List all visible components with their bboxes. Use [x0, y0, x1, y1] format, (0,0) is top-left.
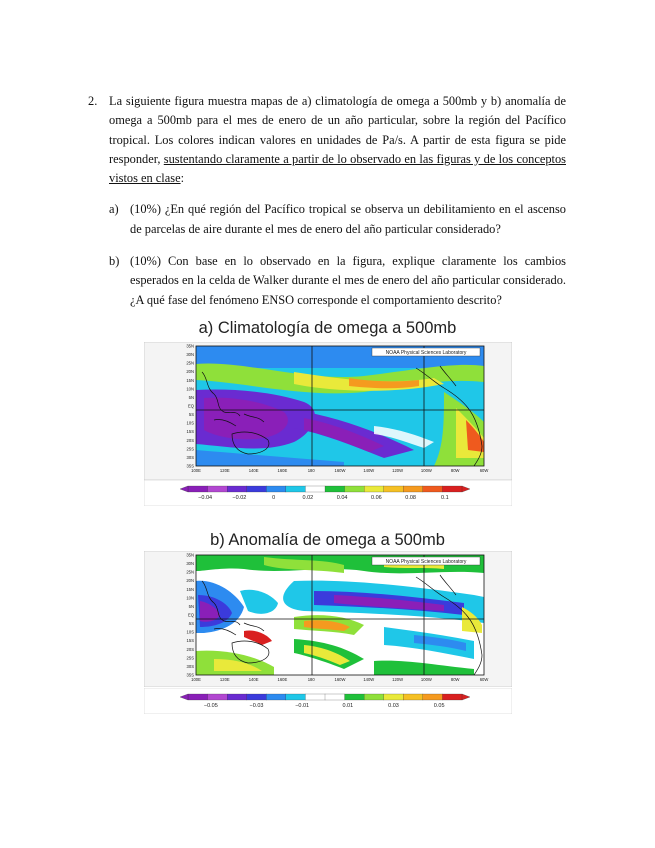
lon-tick-label: 140E [248, 677, 259, 682]
lat-tick-label: 35N [186, 552, 194, 558]
colorbar-tick-label: −0.02 [232, 495, 247, 501]
colorbar-cell [286, 486, 306, 492]
lat-tick-label: 15N [186, 377, 194, 383]
lon-tick-label: 160E [277, 677, 288, 682]
lon-tick-label: 140W [363, 468, 375, 473]
lat-tick-label: 5N [188, 603, 194, 609]
subquestion-b-label: b) [109, 254, 120, 269]
lat-tick-label: 5S [188, 412, 194, 418]
colorbar-cell [403, 694, 423, 700]
lat-tick-label: 25S [186, 446, 194, 452]
colorbar-cell [266, 486, 286, 492]
lon-tick-label: 120W [392, 677, 404, 682]
figure-a-map [144, 342, 512, 480]
lon-tick-label: 80W [450, 468, 460, 473]
colorbar-cell [423, 486, 443, 492]
figure-b-credit: NOAA Physical Sciences Laboratory [385, 559, 467, 566]
figure-b-map [144, 551, 512, 687]
lat-tick-label: EQ [187, 403, 194, 409]
lon-tick-label: 160W [334, 468, 346, 473]
lat-tick-label: 25S [186, 655, 194, 661]
colorbar-tick-label: 0.1 [441, 495, 449, 501]
colorbar-cell [188, 486, 208, 492]
subquestion-a-text: (10%) ¿En qué región del Pacífico tropical se observa un debilitamiento en el ascenso de parcelas de aire durante el mes de enero del año particular considerado? [130, 202, 566, 236]
lon-tick-label: 120W [392, 468, 404, 473]
lat-tick-label: 5N [188, 394, 194, 400]
colorbar-cell [227, 694, 247, 700]
subquestion-a-label: a) [109, 202, 119, 217]
colorbar-cell [325, 694, 345, 700]
lat-tick-label: 20S [186, 646, 194, 652]
question-number: 2. [88, 94, 98, 108]
figure-b-title: b) Anomalía de omega a 500mb [210, 531, 445, 549]
lon-tick-label: 140E [248, 468, 259, 473]
colorbar-cell [364, 486, 384, 492]
colorbar-cell [266, 694, 286, 700]
colorbar-cell [208, 486, 228, 492]
colorbar-cell [247, 486, 267, 492]
colorbar-tick-label: 0.02 [302, 495, 314, 501]
lon-tick-label: 180 [307, 677, 315, 682]
question-intro [109, 92, 566, 188]
colorbar-cell [345, 486, 365, 492]
subquestion-b [88, 252, 566, 310]
lat-tick-label: 35S [186, 672, 194, 678]
figure-b-colorbar [144, 688, 512, 719]
lat-tick-label: 20S [186, 437, 194, 443]
lat-tick-label: 35N [186, 343, 194, 349]
colorbar-cell [384, 486, 404, 492]
colorbar-cell [208, 694, 228, 700]
colorbar-tick-label: −0.05 [203, 703, 218, 709]
question-intro-underlined: sustentando claramente a partir de lo observado en las figuras y de los conceptos vistos en clase [109, 151, 566, 186]
lat-tick-label: 25N [186, 569, 194, 575]
lat-tick-label: 10N [186, 595, 194, 601]
lat-tick-label: 30S [186, 663, 194, 669]
colorbar-tick-label: 0.05 [433, 703, 445, 709]
lon-tick-label: 140W [363, 677, 375, 682]
lon-tick-label: 60W [479, 468, 489, 473]
lat-tick-label: 20N [186, 578, 194, 584]
lat-tick-label: 30N [186, 561, 194, 567]
lat-tick-label: 10S [186, 420, 194, 426]
colorbar-cell [286, 694, 306, 700]
colorbar-cell [364, 694, 384, 700]
lon-tick-label: 60W [479, 677, 489, 682]
lon-tick-label: 160W [334, 677, 346, 682]
lat-tick-label: 15S [186, 429, 194, 435]
question-intro-text: La siguiente figura muestra mapas de a) climatología de omega a 500mb y b) anomalía de omega a 500mb para el mes de enero de un año particular, sobre la región del Pacífico tropical. Los colores indican valores en unidades de Pa/s. A partir de esta figura se pide responder, [109, 94, 566, 166]
lat-tick-label: 20N [186, 369, 194, 375]
lon-tick-label: 120E [219, 468, 230, 473]
colorbar-cell [227, 486, 247, 492]
colorbar-tick-label: −0.03 [249, 703, 264, 709]
colorbar-cell [384, 694, 404, 700]
colorbar-cell [247, 694, 267, 700]
lon-tick-label: 100E [191, 468, 201, 473]
colorbar-tick-label: 0.04 [336, 495, 348, 501]
colorbar-cell [305, 694, 325, 700]
lon-tick-label: 180 [307, 468, 315, 473]
subquestion-b-text: (10%) Con base en lo observado en la figura, explique claramente los cambios esperados en la celda de Walker durante el mes de enero del año particular considerado. ¿A qué fase del fenómeno ENSO corresponde el comportamiento descrito? [130, 254, 566, 307]
lon-tick-label: 160E [277, 468, 288, 473]
figure-a-credit: NOAA Physical Sciences Laboratory [385, 350, 467, 357]
colorbar-cell [325, 486, 345, 492]
lat-tick-label: 5S [188, 621, 194, 627]
colorbar-tick-label: −0.04 [198, 495, 213, 501]
colorbar-tick-label: −0.01 [295, 703, 310, 709]
question-intro-end: : [180, 171, 185, 186]
colorbar-cell [442, 486, 462, 492]
lon-tick-label: 80W [450, 677, 460, 682]
colorbar-tick-label: 0.06 [371, 495, 382, 501]
lon-tick-label: 120E [219, 677, 230, 682]
lon-tick-label: 100W [420, 468, 432, 473]
lat-tick-label: 10N [186, 386, 194, 392]
lat-tick-label: EQ [187, 612, 194, 618]
lon-tick-label: 100E [191, 677, 201, 682]
lat-tick-label: 15S [186, 638, 194, 644]
colorbar-cell [423, 694, 443, 700]
question-block [88, 92, 566, 310]
colorbar-cell [188, 694, 208, 700]
lat-tick-label: 10S [186, 629, 194, 635]
colorbar-cell [345, 694, 365, 700]
lon-tick-label: 100W [420, 677, 432, 682]
colorbar-tick-label: 0.08 [405, 495, 416, 501]
subquestion-a [88, 200, 566, 239]
lat-tick-label: 30S [186, 454, 194, 460]
colorbar-tick-label: 0 [272, 495, 276, 501]
colorbar-tick-label: 0.01 [342, 703, 354, 709]
lat-tick-label: 35S [186, 463, 194, 469]
figure-a-colorbar [144, 480, 512, 511]
figure-a-title: a) Climatología de omega a 500mb [198, 319, 457, 337]
lat-tick-label: 30N [186, 352, 194, 358]
colorbar-tick-label: 0.03 [388, 703, 399, 709]
colorbar-cell [442, 694, 462, 700]
colorbar-cell [403, 486, 423, 492]
lat-tick-label: 25N [186, 360, 194, 366]
lat-tick-label: 15N [186, 586, 194, 592]
colorbar-cell [305, 486, 325, 492]
